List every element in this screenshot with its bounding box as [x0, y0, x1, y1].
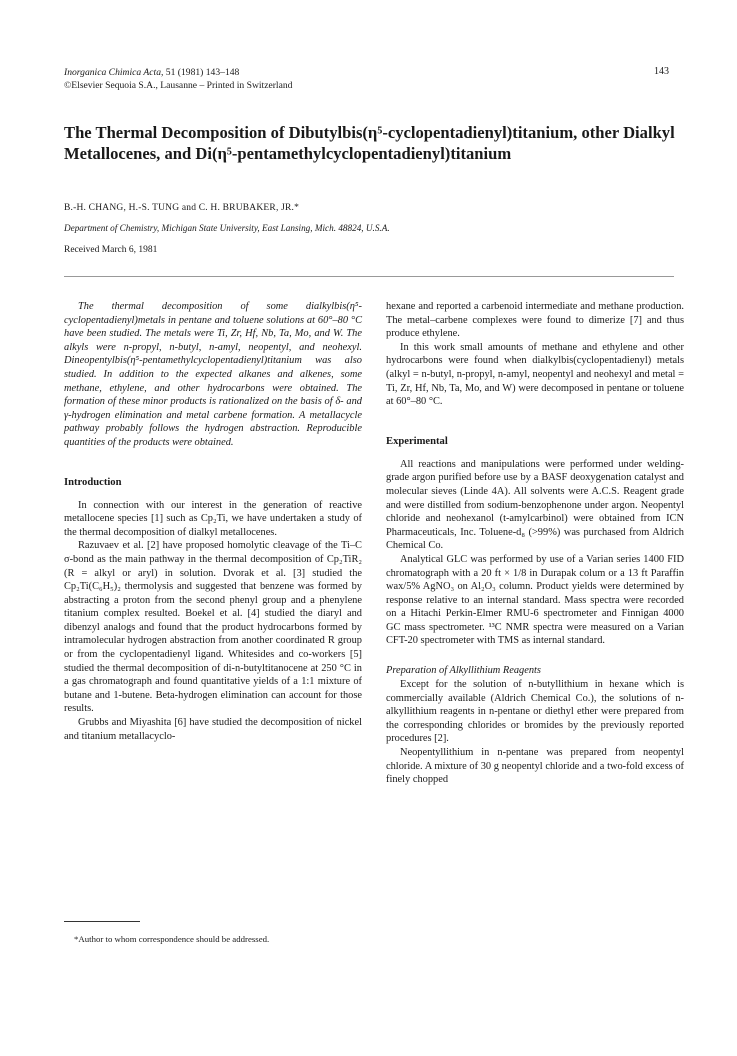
journal-header	[64, 66, 292, 92]
experimental-paragraph: Analytical GLC was performed by use of a Varian series 1400 FID chromatograph with a 20 ft × 1/8 in Durapak colum or a 13 ft Paraffin wax/5% AgNO₃ on Al₂O₃ column. Product yields were determined by response relative to an internal standard. Mass spectra were recorded on a Hitachi Perkin-Elmer RMU-6 spectrometer and Finnigan 4000 GC mass spectrometer. ¹³C NMR spectra were measured on a Varian CFT-20 spectrometer with TMS as internal standard.	[386, 553, 684, 647]
received-date: Received March 6, 1981	[64, 245, 158, 255]
volume-pages: 51 (1981) 143–148	[163, 67, 240, 78]
right-column	[386, 300, 684, 787]
intro-paragraph: Grubbs and Miyashita [6] have studied the decomposition of nickel and titanium metallacyclo-	[64, 717, 362, 742]
preparation-paragraph: Except for the solution of n-butyllithium in hexane which is commercially available (Aldrich Chemical Co.), the solutions of n-alkyllithium reagents in n-pentane or diethyl ether were prepared from the corresponding chlorides or bromides by the previously reported procedures [2].	[386, 679, 684, 745]
intro-paragraph: Razuvaev et al. [2] have proposed homolytic cleavage of the Ti–C σ-bond as the main pathway in the thermal decomposition of Cp₂TiR₂ (R = alkyl or aryl) in solution. Dvorak et al. [3] studied the Cp₂Ti(C₆H₅)₂ thermolysis and suggested that benzene was formed by abstracting a proton from the second phenyl group and a phenylene titanium complex resulted. Boekel et al. [4] studied the diaryl and dibenzyl analogs and found that the product hydrocarbons formed by intramolecular hydrogen abstraction from another coordinated R group or from the cyclopentadienyl ligand. Whitesides and co-workers [5] studied the thermal decomposition of di-n-butyltitanocene at 250 °C in a gas chromatograph and found quantitative yields of a 1:1 mixture of butane and 1-butene. Beta-hydrogen elimination can account for those results.	[64, 540, 362, 715]
author-list: B.-H. CHANG, H.-S. TUNG and C. H. BRUBAKER, JR.*	[64, 203, 300, 213]
journal-name: Inorganica Chimica Acta,	[64, 67, 164, 78]
body-paragraph: In this work small amounts of methane and ethylene and other hydrocarbons were found when dialkylbis(cyclopentadienyl) metals (alkyl = n-butyl, n-propyl, n-amyl, neopentyl and neohexyl and metal = Ti, Zr, Hf, Nb, Ta, Mo, and W) were decomposed in pentane or toluene at 60°–80 °C.	[386, 341, 684, 408]
page-number: 143	[654, 66, 669, 77]
citation-line	[64, 66, 292, 79]
left-column	[64, 300, 362, 743]
experimental-paragraph: All reactions and manipulations were performed under welding-grade argon purified before use by a BASF deoxygenation catalyst and molecular sieves (Linde 4A). All solvents were A.C.S. Reagent grade and were distilled from sodium-benzophenone under argon. Neopentyl chloride and neohexanol (t-amylcarbinol) were obtained from ICN Pharmaceuticals, Inc. Toluene-d₈ (>99%) was purchased from Aldrich Chemical Co.	[386, 458, 684, 552]
introduction-heading: Introduction	[64, 476, 122, 488]
continued-paragraph: hexane and reported a carbenoid intermediate and methane production. The metal–carbene complexes were found to dimerize [7] and thus produce ethylene.	[386, 301, 684, 340]
publisher-line: ©Elsevier Sequoia S.A., Lausanne – Printed in Switzerland	[64, 80, 293, 91]
footnote: *Author to whom correspondence should be addressed.	[74, 934, 270, 944]
abstract: The thermal decomposition of some dialkylbis(η⁵-cyclopentadienyl)metals in pentane and toluene solutions at 60°–80 °C have been studied. The metals were Ti, Zr, Hf, Nb, Ta, Mo, and W. The alkyls were n-propyl, n-butyl, n-amyl, neopentyl, and neohexyl. Dineopentylbis(η⁵-pentamethylcyclopentadienyl)titanium was also studied. In addition to the expected alkanes and alkenes, some methane, ethylene, and other hydrocarbons were obtained. The formation of these minor products is rationalized on the basis of δ- and γ-hydrogen elimination and metal carbene formation. A metallacycle pathway probably follows the hydrogen abstraction. Reproducible quantities of the products were obtained.	[64, 301, 362, 448]
header-divider	[64, 276, 674, 277]
preparation-paragraph: Neopentyllithium in n-pentane was prepared from neopentyl chloride. A mixture of 30 g neopentyl chloride and a two-fold excess of finely chopped	[386, 747, 684, 786]
affiliation: Department of Chemistry, Michigan State University, East Lansing, Mich. 48824, U.S.A.	[64, 223, 390, 233]
intro-paragraph: In connection with our interest in the generation of reactive metallocene species [1] such as Cp₂Ti, we have undertaken a study of the thermal decomposition of dialkyl metallocenes.	[64, 499, 362, 538]
paper-title: The Thermal Decomposition of Dibutylbis(η⁵-cyclopentadienyl)titanium, other Dialkyl Metallocenes, and Di(η⁵-pentamethylcyclopentadienyl)titanium	[64, 123, 675, 163]
preparation-heading: Preparation of Alkyllithium Reagents	[386, 665, 541, 677]
experimental-heading: Experimental	[386, 435, 448, 447]
footnote-divider	[64, 921, 140, 922]
